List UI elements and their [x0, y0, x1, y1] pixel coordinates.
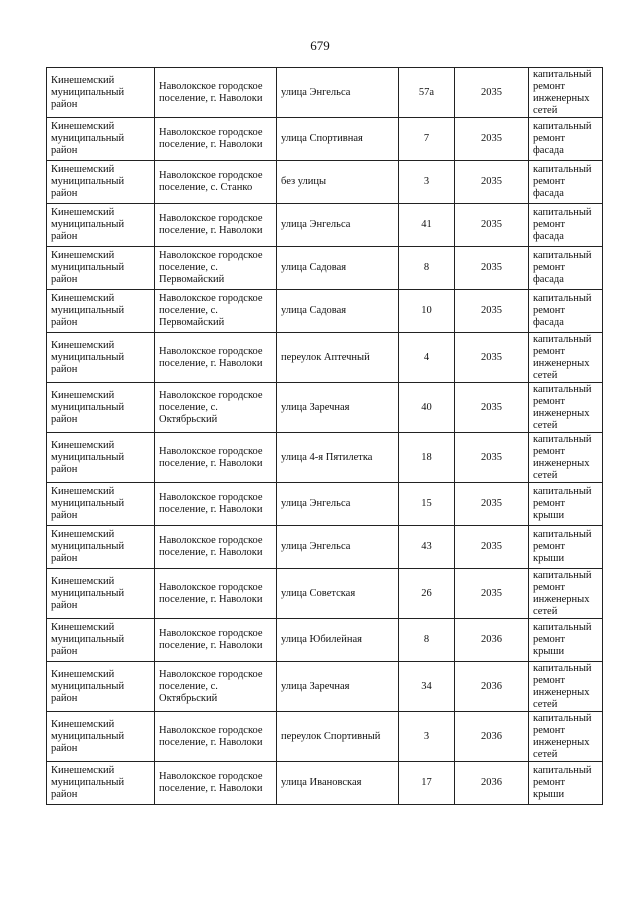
table-row [47, 247, 603, 290]
settlement-cell: Наволокское городское поселение, с. Станко [155, 161, 277, 204]
settlement-cell: Наволокское городское поселение, г. Наволоки [155, 333, 277, 383]
settlement-cell: Наволокское городское поселение, г. Наволоки [155, 483, 277, 526]
work-cell: капитальный ремонт инженерных сетей [529, 662, 603, 712]
settlement-cell: Наволокское городское поселение, г. Наволоки [155, 118, 277, 161]
street-cell: улица Энгельса [277, 204, 399, 247]
house-cell: 40 [399, 383, 455, 433]
district-cell: Кинешемский муниципальный район [47, 68, 155, 118]
house-cell: 10 [399, 290, 455, 333]
work-cell: капитальный ремонт инженерных сетей [529, 712, 603, 762]
housing-repair-table [46, 67, 603, 805]
district-cell: Кинешемский муниципальный район [47, 290, 155, 333]
year-cell: 2036 [455, 619, 529, 662]
house-cell: 3 [399, 712, 455, 762]
settlement-cell: Наволокское городское поселение, г. Наволоки [155, 619, 277, 662]
house-cell: 41 [399, 204, 455, 247]
house-cell: 15 [399, 483, 455, 526]
street-cell: улица Заречная [277, 383, 399, 433]
district-cell: Кинешемский муниципальный район [47, 333, 155, 383]
district-cell: Кинешемский муниципальный район [47, 569, 155, 619]
house-cell: 8 [399, 619, 455, 662]
year-cell: 2035 [455, 118, 529, 161]
year-cell: 2035 [455, 483, 529, 526]
work-cell: капитальный ремонт фасада [529, 204, 603, 247]
house-cell: 18 [399, 433, 455, 483]
district-cell: Кинешемский муниципальный район [47, 662, 155, 712]
year-cell: 2035 [455, 333, 529, 383]
table-row [47, 619, 603, 662]
table-row [47, 383, 603, 433]
house-cell: 43 [399, 526, 455, 569]
district-cell: Кинешемский муниципальный район [47, 204, 155, 247]
work-cell: капитальный ремонт крыши [529, 483, 603, 526]
work-cell: капитальный ремонт фасада [529, 290, 603, 333]
settlement-cell: Наволокское городское поселение, г. Наволоки [155, 762, 277, 805]
work-cell: капитальный ремонт фасада [529, 247, 603, 290]
table-row [47, 526, 603, 569]
table-row [47, 662, 603, 712]
street-cell: переулок Спортивный [277, 712, 399, 762]
work-cell: капитальный ремонт фасада [529, 118, 603, 161]
work-cell: капитальный ремонт инженерных сетей [529, 569, 603, 619]
house-cell: 57а [399, 68, 455, 118]
street-cell: улица Советская [277, 569, 399, 619]
settlement-cell: Наволокское городское поселение, г. Наволоки [155, 204, 277, 247]
district-cell: Кинешемский муниципальный район [47, 161, 155, 204]
table-row [47, 204, 603, 247]
year-cell: 2035 [455, 433, 529, 483]
settlement-cell: Наволокское городское поселение, с. Первомайский [155, 290, 277, 333]
street-cell: улица 4-я Пятилетка [277, 433, 399, 483]
settlement-cell: Наволокское городское поселение, с. Октябрьский [155, 662, 277, 712]
settlement-cell: Наволокское городское поселение, г. Наволоки [155, 712, 277, 762]
settlement-cell: Наволокское городское поселение, г. Наволоки [155, 433, 277, 483]
table-row [47, 712, 603, 762]
house-cell: 4 [399, 333, 455, 383]
work-cell: капитальный ремонт крыши [529, 762, 603, 805]
street-cell: улица Заречная [277, 662, 399, 712]
district-cell: Кинешемский муниципальный район [47, 762, 155, 805]
year-cell: 2035 [455, 526, 529, 569]
year-cell: 2035 [455, 247, 529, 290]
page-number: 679 [310, 38, 330, 53]
street-cell: улица Садовая [277, 290, 399, 333]
work-cell: капитальный ремонт инженерных сетей [529, 383, 603, 433]
district-cell: Кинешемский муниципальный район [47, 433, 155, 483]
year-cell: 2035 [455, 68, 529, 118]
district-cell: Кинешемский муниципальный район [47, 247, 155, 290]
year-cell: 2035 [455, 290, 529, 333]
district-cell: Кинешемский муниципальный район [47, 118, 155, 161]
year-cell: 2036 [455, 712, 529, 762]
settlement-cell: Наволокское городское поселение, г. Наволоки [155, 68, 277, 118]
settlement-cell: Наволокское городское поселение, г. Наволоки [155, 569, 277, 619]
district-cell: Кинешемский муниципальный район [47, 712, 155, 762]
street-cell: улица Садовая [277, 247, 399, 290]
year-cell: 2036 [455, 662, 529, 712]
house-cell: 34 [399, 662, 455, 712]
table-row [47, 483, 603, 526]
year-cell: 2035 [455, 569, 529, 619]
house-cell: 7 [399, 118, 455, 161]
district-cell: Кинешемский муниципальный район [47, 483, 155, 526]
street-cell: улица Юбилейная [277, 619, 399, 662]
house-cell: 3 [399, 161, 455, 204]
settlement-cell: Наволокское городское поселение, с. Первомайский [155, 247, 277, 290]
work-cell: капитальный ремонт фасада [529, 161, 603, 204]
street-cell: улица Спортивная [277, 118, 399, 161]
district-cell: Кинешемский муниципальный район [47, 526, 155, 569]
year-cell: 2035 [455, 383, 529, 433]
house-cell: 17 [399, 762, 455, 805]
year-cell: 2036 [455, 762, 529, 805]
district-cell: Кинешемский муниципальный район [47, 383, 155, 433]
table-row [47, 569, 603, 619]
settlement-cell: Наволокское городское поселение, с. Октябрьский [155, 383, 277, 433]
year-cell: 2035 [455, 204, 529, 247]
house-cell: 8 [399, 247, 455, 290]
table-row [47, 161, 603, 204]
street-cell: улица Энгельса [277, 526, 399, 569]
street-cell: улица Энгельса [277, 68, 399, 118]
table-row [47, 68, 603, 118]
work-cell: капитальный ремонт инженерных сетей [529, 68, 603, 118]
work-cell: капитальный ремонт крыши [529, 526, 603, 569]
work-cell: капитальный ремонт инженерных сетей [529, 333, 603, 383]
work-cell: капитальный ремонт инженерных сетей [529, 433, 603, 483]
street-cell: без улицы [277, 161, 399, 204]
settlement-cell: Наволокское городское поселение, г. Наволоки [155, 526, 277, 569]
work-cell: капитальный ремонт крыши [529, 619, 603, 662]
table-row [47, 762, 603, 805]
table-row [47, 433, 603, 483]
house-cell: 26 [399, 569, 455, 619]
street-cell: улица Энгельса [277, 483, 399, 526]
street-cell: переулок Аптечный [277, 333, 399, 383]
table-row [47, 290, 603, 333]
table-row [47, 118, 603, 161]
table-row [47, 333, 603, 383]
year-cell: 2035 [455, 161, 529, 204]
street-cell: улица Ивановская [277, 762, 399, 805]
district-cell: Кинешемский муниципальный район [47, 619, 155, 662]
